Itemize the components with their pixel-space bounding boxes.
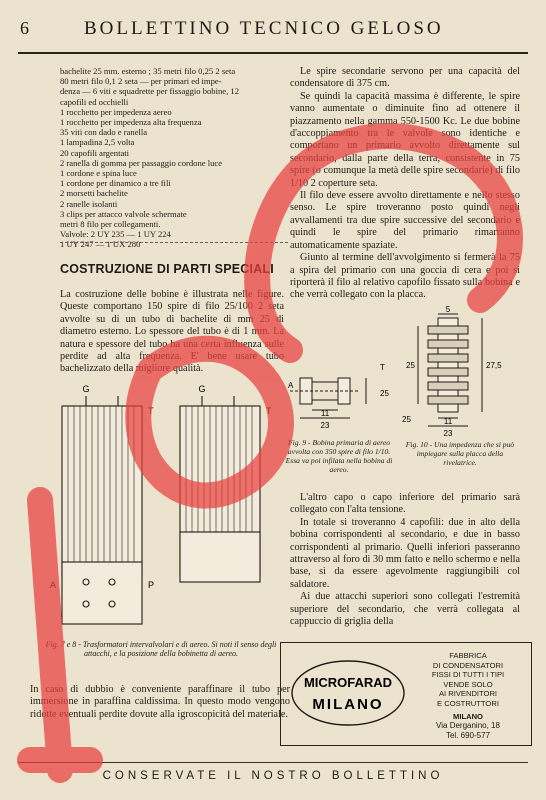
parts-list-item: 1 lampadina 2,5 volta bbox=[60, 137, 135, 148]
fig78-label-g-left: G bbox=[82, 384, 90, 394]
intro-paragraph: La costruzione delle bobine è illustrata nelle figure. Queste comportano 150 spire di filo 25/100 2 seta avvolte su di un tubo di bachelite di mm 25 di diametro esterno. Lo spessore del tubo è di 1 mm. La natura e spessore del tubo ha una certa influenza sulle perdite ad alta frequenza. E' bene usare tubo bachelizzato della migliore qualità. bbox=[60, 289, 284, 375]
right-paragraph: Giunto al termine dell'avvolgimento si fermerà la 75 a spira del primario con una goccia di cera e poi si riporterà il filo al relativo capofilo fissato sulla bobina e che verrà collegato con la placca. bbox=[290, 252, 520, 301]
section-divider bbox=[60, 242, 288, 244]
page-number: 6 bbox=[20, 18, 29, 38]
parts-list-item: denza — 6 viti e squadrette per fissaggio bobine, 12 bbox=[60, 86, 239, 97]
page-header bbox=[0, 14, 546, 44]
parts-list-item: 20 capofili argentati bbox=[60, 147, 130, 158]
ad-line: DI CONDENSATORI bbox=[432, 660, 504, 670]
parts-list-item: 2 ranelle isolanti bbox=[60, 198, 118, 209]
bottom-left-paragraph: In caso di dubbio è conveniente paraffinare il tubo per immersione in paraffina caldissima. In questo modo vengono ridotte eventuali perdite dovute alla igroscopicità del materiale. bbox=[30, 684, 290, 720]
ad-line: E COSTRUTTORI bbox=[437, 698, 499, 708]
parts-list-item: 1 rocchetto per impedenza alta frequenza bbox=[60, 117, 202, 128]
logo-top-text: MICROFARAD bbox=[303, 675, 393, 690]
fig10-dim-27-5: 27,5 bbox=[486, 361, 502, 370]
fig78-label-t-right: T bbox=[266, 406, 272, 416]
parts-list-item: capofili ed occhielli bbox=[60, 96, 129, 107]
fig9-dim-23: 23 bbox=[320, 421, 330, 430]
right-column-continued bbox=[290, 492, 520, 628]
figure-7-8 bbox=[48, 382, 288, 632]
right-paragraph: Ai due attacchi superiori sono collegati l'estremità superiore del secondario, che verrà collegata al cappuccio di griglia della bbox=[290, 591, 520, 628]
fig9-label-a: A bbox=[288, 381, 294, 390]
ad-address: Via Derganino, 18 bbox=[436, 721, 500, 731]
parts-list-item: bachelite 25 mm. esterno ; 35 metri filo 0,25 2 seta bbox=[60, 66, 236, 76]
parts-list-item: 1 cordone per dinamico a tre fili bbox=[60, 178, 171, 189]
fig9-dim-25: 25 bbox=[380, 389, 389, 398]
parts-list-item: 2 morsetti bachelite bbox=[60, 188, 128, 199]
fig10-dim-23: 23 bbox=[443, 429, 453, 438]
parts-list-item: Valvole: 2 UY 235 — 1 UY 224 bbox=[60, 229, 171, 240]
microfarad-advertisement bbox=[280, 642, 532, 746]
fig9-label-t: T bbox=[380, 363, 385, 372]
parts-list-item: 1 cordone e spina luce bbox=[60, 168, 137, 179]
figure-9 bbox=[286, 360, 396, 440]
logo-bottom-text: MILANO bbox=[312, 696, 384, 713]
section-title: COSTRUZIONE DI PARTI SPECIALI bbox=[60, 262, 274, 276]
fig10-dim-11: 11 bbox=[443, 417, 453, 426]
ad-line: AI RIVENDITORI bbox=[438, 689, 498, 699]
fig78-label-g-right: G bbox=[198, 384, 206, 394]
ad-line: FABBRICA bbox=[449, 651, 487, 660]
fig9-caption: Fig. 9 - Bobina primaria di aereo avvolta con 350 spire di filo 1/10. Essa va poi infilata nella bobina di aereo. bbox=[285, 438, 393, 474]
fig9-dim-11: 11 bbox=[320, 409, 330, 418]
parts-list-item: metri 8 filo per collegamenti. bbox=[60, 219, 161, 230]
fig78-label-a: A bbox=[50, 580, 57, 590]
right-paragraph: L'altro capo o capo inferiore del primario sarà collegato con l'alta tensione. bbox=[290, 492, 520, 516]
right-paragraph: In totale si troveranno 4 capofili: due in alto della bobina corrispondenti al secondario, e due in basso corrispondenti al primario. Quelli inferiori passeranno attraverso al foro di 30 mm fatto e nello schermo e nella base, sì da essere agevolmente raggiungibili col saldatore. bbox=[290, 516, 520, 590]
parts-list-item: 35 viti con dado e ranella bbox=[60, 127, 148, 138]
header-rule bbox=[18, 52, 528, 54]
right-paragraph: Le spire secondarie servono per una capacità del condensatore di 375 cm. bbox=[290, 66, 520, 90]
ad-line: FISSI DI TUTTI I TIPI bbox=[431, 670, 505, 680]
fig10-dim-side: 25 bbox=[402, 415, 411, 424]
fig78-label-p: P bbox=[148, 580, 155, 590]
parts-list-item: 80 metri filo 0,1 2 seta — per primari ed impe- bbox=[60, 76, 222, 87]
right-column bbox=[290, 66, 520, 302]
page-footer: CONSERVATE IL NOSTRO BOLLETTINO bbox=[102, 770, 444, 782]
figure-10 bbox=[400, 305, 520, 440]
ad-city: MILANO bbox=[453, 711, 483, 721]
fig78-label-t-left: T bbox=[148, 406, 154, 416]
fig78-caption: Fig. 7 e 8 - Trasformatori intervalvolari e di aereo. Si noti il senso degli attacchi, e la posizione della bobinetta di aereo. bbox=[45, 640, 277, 659]
parts-list-item: 1 UY 247 — 1 UX 280 bbox=[60, 239, 141, 250]
fig10-dim-25: 25 bbox=[406, 361, 415, 370]
ad-line: VENDE SOLO bbox=[443, 679, 493, 689]
parts-list-item: 2 ranella di gomma per passaggio cordone luce bbox=[60, 157, 223, 168]
right-paragraph: Se quindi la capacità massima è differente, le spire vanno aumentate o diminuite fino ad ottenere il piazzamento nella gamma 550-1500 Kc. Le due bobine d'accoppiamento tra le valvole sono identiche e comportano un primario avvolto direttamente sul secondario, dalla parte della terra, consistente in 75 spire (o comunque la metà delle spire secondarie) di filo 1/10 2 coperture seta. bbox=[290, 90, 520, 189]
ad-text bbox=[409, 651, 527, 740]
microfarad-logo bbox=[289, 657, 407, 729]
right-paragraph: Il filo deve essere avvolto direttamente e nello stesso senso. Le spire troveranno posto quindi negli avvallamenti tra due spire successive del secondario e quindi le spire del primario rimarranno automaticamente spaziate. bbox=[290, 190, 520, 251]
fig10-caption: Fig. 10 - Una impedenza che si può impiegare sulla placca della rivelatrice. bbox=[405, 440, 515, 467]
journal-title: BOLLETTINO TECNICO GELOSO bbox=[84, 18, 444, 39]
fig10-dim-5: 5 bbox=[445, 305, 451, 314]
footer-rule bbox=[18, 762, 528, 763]
parts-list-item: 3 clips per attacco valvole schermate bbox=[60, 208, 187, 219]
ad-phone: Tel. 690-577 bbox=[445, 730, 491, 740]
parts-list bbox=[60, 66, 282, 250]
parts-list-item: 1 rocchetto per impedenza aereo bbox=[60, 106, 172, 117]
